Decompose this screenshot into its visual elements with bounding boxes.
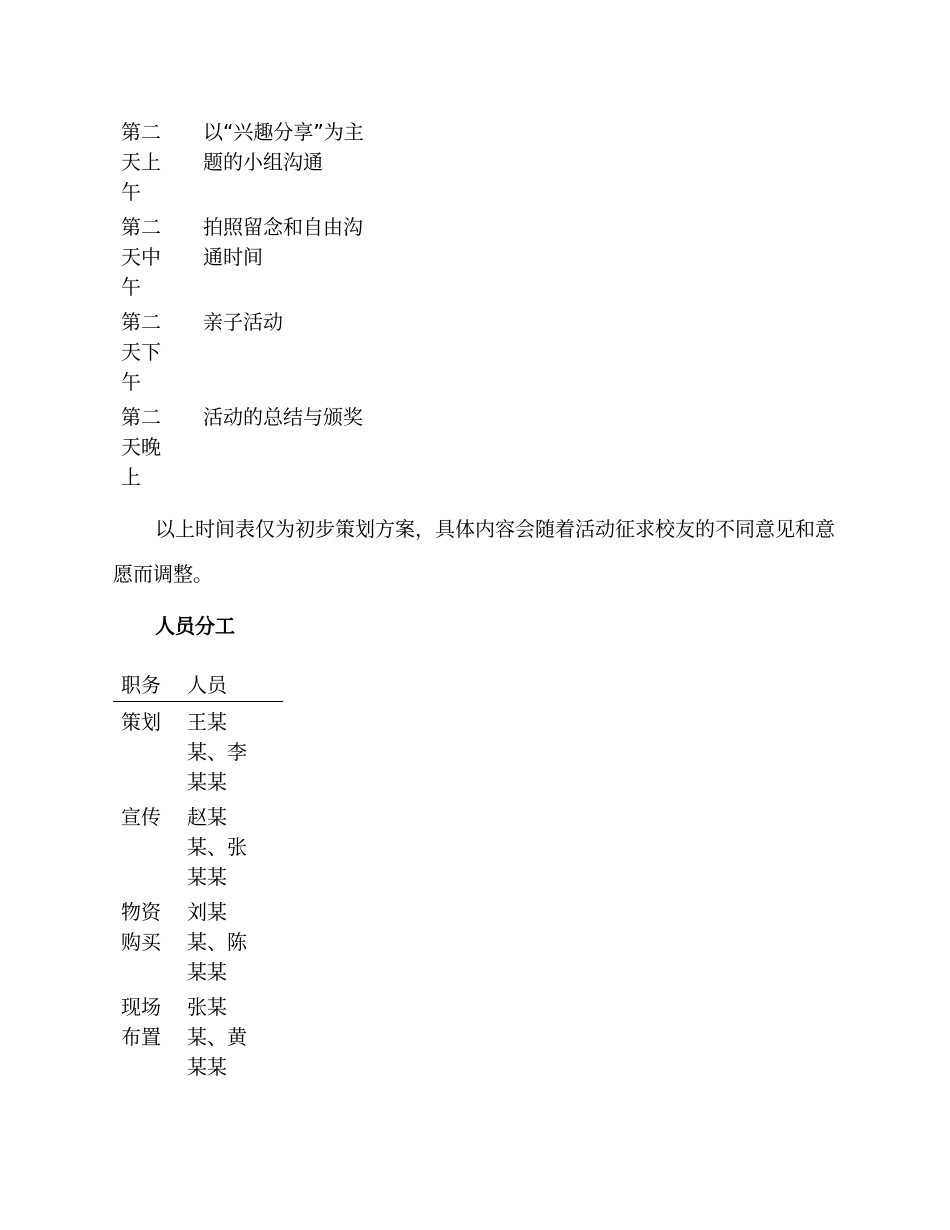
schedule-time-cell: 第二天晚上 [121,405,161,489]
schedule-activity-cell: 拍照留念和自由沟通时间 [203,215,363,269]
staff-role-cell: 物资购买 [121,900,161,954]
schedule-time-cell: 第二天上午 [121,120,161,204]
table-row [113,897,283,992]
table-row [113,402,387,497]
schedule-time-cell: 第二天下午 [121,310,161,394]
schedule-time-cell: 第二天中午 [121,215,161,299]
schedule-activity-cell: 亲子活动 [203,310,283,334]
table-row [113,117,387,212]
people-column-header: 人员 [173,670,283,702]
staff-role-cell: 现场布置 [121,995,161,1049]
schedule-activity-cell: 活动的总结与颁奖 [203,405,363,429]
staff-table [113,670,283,1087]
table-header-row [113,670,283,702]
schedule-note-paragraph: 以上时间表仅为初步策划方案，具体内容会随着活动征求校友的不同意见和意愿而调整。 [113,517,835,586]
schedule-table [113,117,387,497]
table-row [113,212,387,307]
staff-section-heading: 人员分工 [155,614,235,638]
staff-people-cell: 刘某某、陈某某 [187,900,247,984]
schedule-activity-cell: 以“兴趣分享”为主题的小组沟通 [203,120,364,174]
role-column-header: 职务 [113,670,173,702]
table-row [113,307,387,402]
staff-role-cell: 宣传 [121,805,161,829]
staff-people-cell: 赵某某、张某某 [187,805,247,889]
table-row [113,992,283,1087]
staff-people-cell: 张某某、黄某某 [187,995,247,1079]
staff-role-cell: 策划 [121,710,161,734]
table-row [113,702,283,803]
staff-people-cell: 王某某、李某某 [187,710,247,794]
table-row [113,802,283,897]
